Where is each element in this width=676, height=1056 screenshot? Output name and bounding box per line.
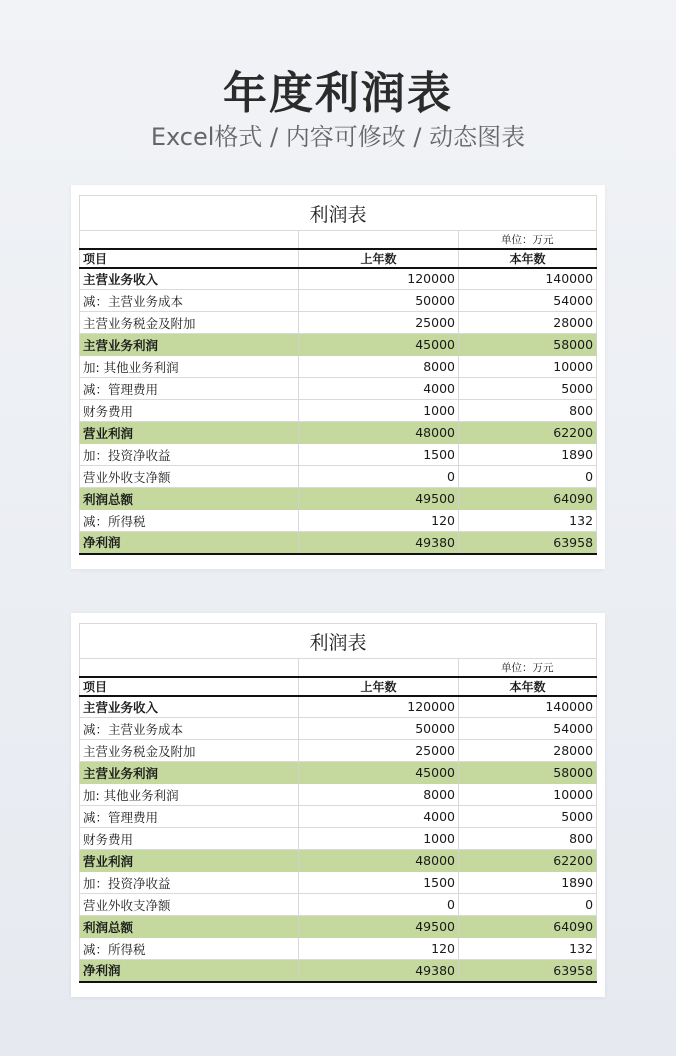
prev-year-value: 120 [299, 938, 459, 960]
row-label: 加: 其他业务利润 [80, 356, 299, 378]
table-row [80, 444, 597, 466]
current-year-value: 800 [459, 828, 597, 850]
prev-year-value: 49500 [299, 488, 459, 510]
current-year-value: 28000 [459, 740, 597, 762]
prev-year-value: 8000 [299, 356, 459, 378]
prev-year-value: 45000 [299, 762, 459, 784]
row-label: 营业外收支净额 [80, 466, 299, 488]
current-year-value: 800 [459, 400, 597, 422]
table-row [80, 806, 597, 828]
header-item: 项目 [80, 249, 299, 268]
table-row [80, 312, 597, 334]
unit-label: 单位：万元 [459, 659, 597, 677]
table-row [80, 356, 597, 378]
row-label: 减：管理费用 [80, 378, 299, 400]
table-row [80, 784, 597, 806]
table-row [80, 488, 597, 510]
current-year-value: 132 [459, 938, 597, 960]
row-label: 主营业务税金及附加 [80, 312, 299, 334]
header-current-year: 本年数 [459, 249, 597, 268]
current-year-value: 64090 [459, 916, 597, 938]
prev-year-value: 1000 [299, 828, 459, 850]
profit-table [79, 623, 597, 983]
table-row [80, 466, 597, 488]
header-item: 项目 [80, 677, 299, 696]
table-row [80, 422, 597, 444]
row-label: 加: 其他业务利润 [80, 784, 299, 806]
current-year-value: 54000 [459, 290, 597, 312]
row-label: 净利润 [80, 532, 299, 554]
prev-year-value: 50000 [299, 290, 459, 312]
table-row [80, 960, 597, 982]
prev-year-value: 45000 [299, 334, 459, 356]
current-year-value: 5000 [459, 378, 597, 400]
row-label: 主营业务利润 [80, 334, 299, 356]
current-year-value: 140000 [459, 696, 597, 718]
table-row [80, 828, 597, 850]
prev-year-value: 120 [299, 510, 459, 532]
spreadsheet-preview-2 [71, 613, 605, 997]
header-current-year: 本年数 [459, 677, 597, 696]
row-label: 减：所得税 [80, 938, 299, 960]
table-title: 利润表 [80, 624, 597, 659]
table-row [80, 718, 597, 740]
table-title-row [80, 624, 597, 659]
current-year-value: 1890 [459, 444, 597, 466]
table-title-row [80, 196, 597, 231]
table-row [80, 696, 597, 718]
current-year-value: 0 [459, 894, 597, 916]
current-year-value: 62200 [459, 422, 597, 444]
prev-year-value: 25000 [299, 740, 459, 762]
current-year-value: 132 [459, 510, 597, 532]
current-year-value: 1890 [459, 872, 597, 894]
unit-row [80, 231, 597, 249]
page-subtitle: Excel格式 / 内容可修改 / 动态图表 [150, 123, 526, 151]
table-row [80, 510, 597, 532]
prev-year-value: 49380 [299, 532, 459, 554]
unit-label: 单位：万元 [459, 231, 597, 249]
current-year-value: 0 [459, 466, 597, 488]
current-year-value: 62200 [459, 850, 597, 872]
row-label: 减：主营业务成本 [80, 290, 299, 312]
prev-year-value: 120000 [299, 268, 459, 290]
prev-year-value: 1000 [299, 400, 459, 422]
page-title: 年度利润表 [223, 68, 453, 119]
header-prev-year: 上年数 [299, 249, 459, 268]
current-year-value: 140000 [459, 268, 597, 290]
prev-year-value: 48000 [299, 850, 459, 872]
table-row [80, 762, 597, 784]
header-row [80, 677, 597, 696]
current-year-value: 63958 [459, 532, 597, 554]
row-label: 减：主营业务成本 [80, 718, 299, 740]
prev-year-value: 49500 [299, 916, 459, 938]
row-label: 主营业务收入 [80, 696, 299, 718]
prev-year-value: 1500 [299, 872, 459, 894]
spreadsheet-preview-1 [71, 185, 605, 569]
current-year-value: 10000 [459, 356, 597, 378]
current-year-value: 58000 [459, 334, 597, 356]
table-row [80, 740, 597, 762]
prev-year-value: 0 [299, 466, 459, 488]
table-row [80, 894, 597, 916]
row-label: 营业利润 [80, 850, 299, 872]
row-label: 净利润 [80, 960, 299, 982]
row-label: 减：管理费用 [80, 806, 299, 828]
current-year-value: 28000 [459, 312, 597, 334]
header-prev-year: 上年数 [299, 677, 459, 696]
table-row [80, 290, 597, 312]
prev-year-value: 0 [299, 894, 459, 916]
row-label: 加：投资净收益 [80, 872, 299, 894]
row-label: 利润总额 [80, 916, 299, 938]
header-row [80, 249, 597, 268]
current-year-value: 63958 [459, 960, 597, 982]
prev-year-value: 25000 [299, 312, 459, 334]
row-label: 主营业务税金及附加 [80, 740, 299, 762]
table-row [80, 334, 597, 356]
current-year-value: 5000 [459, 806, 597, 828]
row-label: 营业外收支净额 [80, 894, 299, 916]
prev-year-value: 120000 [299, 696, 459, 718]
prev-year-value: 4000 [299, 378, 459, 400]
unit-row [80, 659, 597, 677]
current-year-value: 54000 [459, 718, 597, 740]
table-row [80, 850, 597, 872]
table-row [80, 938, 597, 960]
current-year-value: 10000 [459, 784, 597, 806]
prev-year-value: 8000 [299, 784, 459, 806]
prev-year-value: 50000 [299, 718, 459, 740]
table-row [80, 872, 597, 894]
row-label: 加：投资净收益 [80, 444, 299, 466]
row-label: 主营业务利润 [80, 762, 299, 784]
row-label: 利润总额 [80, 488, 299, 510]
table-row [80, 378, 597, 400]
row-label: 主营业务收入 [80, 268, 299, 290]
prev-year-value: 1500 [299, 444, 459, 466]
table-row [80, 532, 597, 554]
current-year-value: 64090 [459, 488, 597, 510]
table-row [80, 268, 597, 290]
table-row [80, 916, 597, 938]
profit-table [79, 195, 597, 555]
table-row [80, 400, 597, 422]
row-label: 财务费用 [80, 828, 299, 850]
row-label: 财务费用 [80, 400, 299, 422]
row-label: 减：所得税 [80, 510, 299, 532]
prev-year-value: 48000 [299, 422, 459, 444]
prev-year-value: 4000 [299, 806, 459, 828]
table-title: 利润表 [80, 196, 597, 231]
current-year-value: 58000 [459, 762, 597, 784]
row-label: 营业利润 [80, 422, 299, 444]
prev-year-value: 49380 [299, 960, 459, 982]
